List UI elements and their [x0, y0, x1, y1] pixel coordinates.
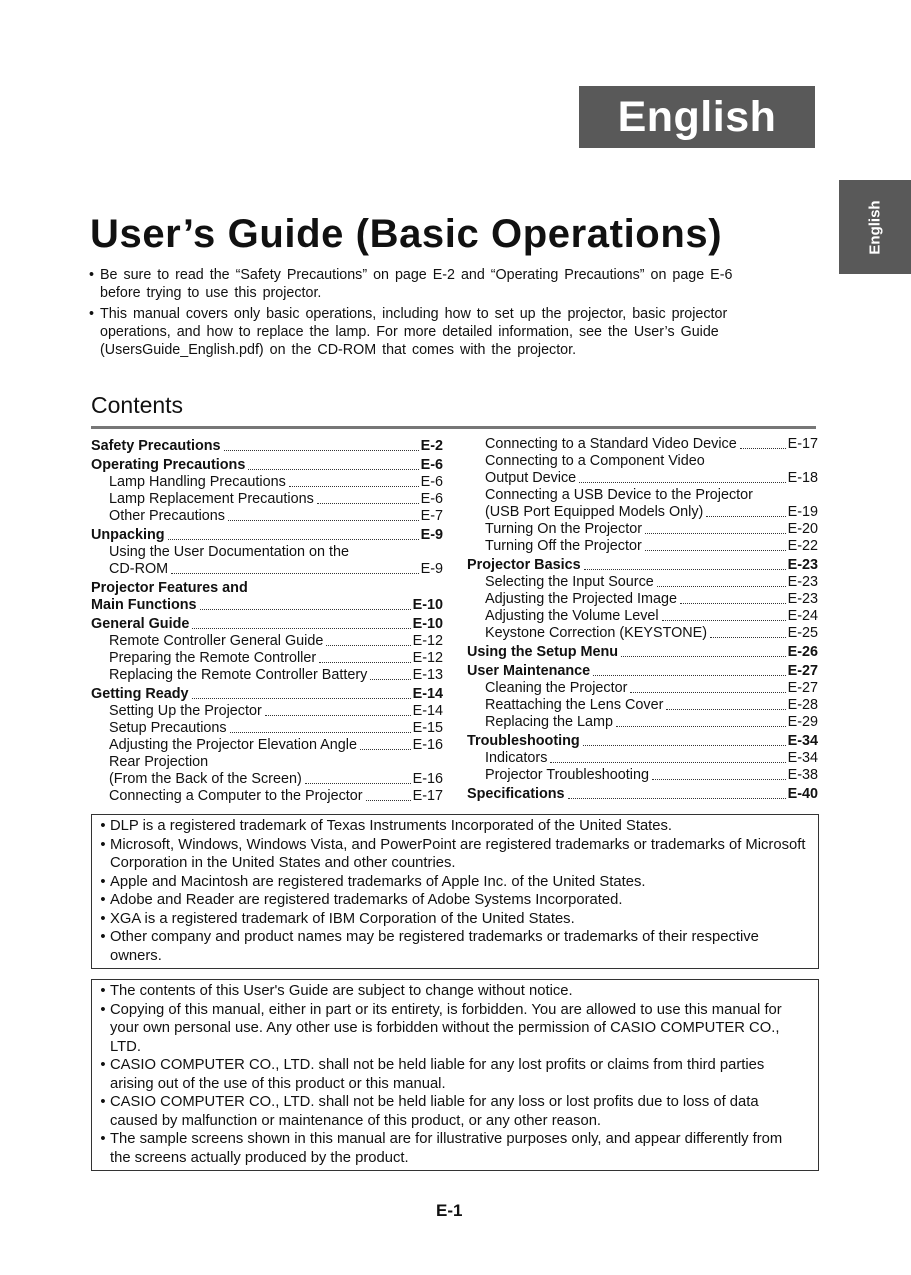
notice-text: The sample screens shown in this manual are for illustrative purposes only, and appear differently from the screens actually produced by the product.: [110, 1131, 783, 1166]
toc-entry-text: Turning Off the Projector: [485, 538, 642, 554]
trademark-text: Apple and Macintosh are registered trademarks of Apple Inc. of the United States.: [110, 873, 646, 890]
toc-entry-page: E-7: [420, 508, 443, 524]
toc-entry-page: E-20: [787, 521, 818, 537]
toc-entry-text: Other Precautions: [109, 508, 225, 524]
toc-entry-text: Reattaching the Lens Cover: [485, 697, 664, 713]
toc-entry-page: E-9: [420, 561, 443, 577]
toc-entry-cleaning[interactable]: [467, 680, 818, 697]
toc-entry-text: Lamp Replacement Precautions: [109, 491, 314, 507]
toc-entry-rear-projection[interactable]: [91, 771, 443, 788]
toc-entry-text: Specifications: [467, 786, 565, 802]
toc-entry-elevation-angle[interactable]: [91, 737, 443, 754]
toc-entry-user-maintenance[interactable]: [467, 663, 818, 680]
toc-entry-page: E-40: [787, 786, 818, 802]
toc-entry-continued-text: Connecting to a Component Video: [485, 453, 705, 469]
toc-entry-text: Getting Ready: [91, 686, 189, 702]
toc-entry-continued-text: Connecting a USB Device to the Projector: [485, 487, 753, 503]
toc-entry-text: Operating Precautions: [91, 457, 246, 473]
toc-entry-page: E-23: [787, 557, 818, 573]
trademark-item: • XGA is a registered trademark of IBM Corporation of the United States.: [100, 910, 575, 927]
trademark-item: • Adobe and Reader are registered trademarks of Adobe Systems Incorporated.: [100, 892, 623, 908]
toc-entry-input-source[interactable]: [467, 574, 818, 591]
toc-entry-turning-on[interactable]: [467, 521, 818, 538]
toc-entry-projector-troubleshooting[interactable]: [467, 767, 818, 784]
toc-entry-text: Output Device: [485, 470, 577, 486]
side-tab-label: English: [866, 199, 884, 255]
intro-bullet: • Be sure to read the “Safety Precautions” on page E-2 and “Operating Precautions” on page E-6 before trying to use this projector.: [89, 266, 769, 302]
toc-entry-text: Troubleshooting: [467, 733, 580, 749]
toc-entry-text: Replacing the Lamp: [485, 714, 613, 730]
toc-entry-component-video[interactable]: [467, 470, 818, 487]
toc-entry-text: Unpacking: [91, 527, 165, 543]
notice-text: CASIO COMPUTER CO., LTD. shall not be held liable for any loss or lost profits due to loss of data caused by malfunction or maintenance of this product, or any other reason.: [110, 1094, 759, 1129]
toc-entry-remote-battery[interactable]: [91, 667, 443, 684]
notice-item: • CASIO COMPUTER CO., LTD. shall not be held liable for any lost profits or claims from third parties arising out of the use of this product or this manual.: [96, 1056, 806, 1093]
toc-entry-text: Projector Troubleshooting: [485, 767, 649, 783]
toc-entry-text: CD-ROM: [109, 561, 169, 577]
toc-entry-getting-ready[interactable]: [91, 686, 443, 703]
toc-entry-cd-rom[interactable]: [91, 561, 443, 578]
toc-entry-text: Connecting a Computer to the Projector: [109, 788, 363, 804]
toc-entry-page: E-34: [787, 750, 818, 766]
notice-text: CASIO COMPUTER CO., LTD. shall not be held liable for any lost profits or claims from third parties arising out of the use of this product or this manual.: [110, 1057, 765, 1092]
toc-entry-text: Preparing the Remote Controller: [109, 650, 317, 666]
toc-entry-page: E-27: [787, 680, 818, 696]
toc-entry-text: General Guide: [91, 616, 190, 632]
toc-entry-remote-guide[interactable]: [91, 633, 443, 650]
toc-entry-other-precautions[interactable]: [91, 508, 443, 525]
toc-entry-text: Safety Precautions: [91, 438, 221, 454]
trademark-text: Other company and product names may be registered trademarks or trademarks of their respective owners.: [110, 929, 759, 964]
page-title: User’s Guide (Basic Operations): [90, 212, 723, 256]
toc-entry-text: Adjusting the Volume Level: [485, 608, 659, 624]
toc-entry-setup-precautions[interactable]: [91, 720, 443, 737]
toc-entry-page: E-2: [420, 438, 443, 454]
toc-entry-page: E-22: [787, 538, 818, 554]
toc-entry-page: E-23: [787, 574, 818, 590]
toc-entry-page: E-18: [787, 470, 818, 486]
toc-entry-text: Cleaning the Projector: [485, 680, 628, 696]
toc-entry-continued-text: Projector Features and: [91, 580, 248, 596]
toc-entry-page: E-19: [787, 504, 818, 520]
contents-heading: Contents: [91, 392, 184, 418]
toc-entry-text: (From the Back of the Screen): [109, 771, 302, 787]
toc-entry-general-guide[interactable]: [91, 616, 443, 633]
toc-entry-text: (USB Port Equipped Models Only): [485, 504, 704, 520]
toc-entry-text: Adjusting the Projected Image: [485, 591, 677, 607]
trademark-text: XGA is a registered trademark of IBM Corporation of the United States.: [110, 910, 575, 927]
intro-bullets: [89, 266, 769, 362]
toc-entry-page: E-23: [787, 591, 818, 607]
notice-item: • The sample screens shown in this manual are for illustrative purposes only, and appear differently from the screens actually produced by the product.: [96, 1130, 806, 1167]
toc-entry-setup-menu[interactable]: [467, 644, 818, 661]
toc-entry-page: E-27: [787, 663, 818, 679]
toc-entry-main-functions[interactable]: [91, 597, 443, 614]
toc-entry-text: Setup Precautions: [109, 720, 227, 736]
toc-entry-projector-basics[interactable]: [467, 557, 818, 574]
trademark-text: Adobe and Reader are registered trademarks of Adobe Systems Incorporated.: [110, 892, 623, 908]
toc-entry-text: Replacing the Remote Controller Battery: [109, 667, 368, 683]
toc-entry-text: Main Functions: [91, 597, 197, 613]
toc-entry-preparing-remote[interactable]: [91, 650, 443, 667]
toc-entry-page: E-12: [412, 633, 443, 649]
toc-entry-volume-level[interactable]: [467, 608, 818, 625]
trademarks-box: [91, 814, 819, 969]
toc-entry-page: E-26: [787, 644, 818, 660]
toc-entry-keystone[interactable]: [467, 625, 818, 642]
toc-entry-projected-image[interactable]: [467, 591, 818, 608]
toc-entry-page: E-10: [412, 616, 443, 632]
toc-entry-lamp-handling[interactable]: [91, 474, 443, 491]
toc-entry-setting-up[interactable]: [91, 703, 443, 720]
toc-entry-text: Using the Setup Menu: [467, 644, 619, 660]
toc-entry-page: E-15: [412, 720, 443, 736]
trademark-text: DLP is a registered trademark of Texas Instruments Incorporated of the United States.: [110, 818, 673, 834]
notices-box: [91, 979, 819, 1171]
toc-entry-page: E-9: [420, 527, 443, 543]
toc-entry-text: Projector Basics: [467, 557, 581, 573]
toc-entry-text: Turning On the Projector: [485, 521, 643, 537]
notice-item: • The contents of this User's Guide are subject to change without notice.: [100, 983, 573, 999]
toc-entry-lamp-replacement[interactable]: [91, 491, 443, 508]
toc-entry-page: E-14: [412, 686, 443, 702]
toc-right-column: [467, 436, 818, 803]
toc-entry-page: E-10: [412, 597, 443, 613]
notice-text: Copying of this manual, either in part or its entirety, is forbidden. You are allowed to use this manual for your own personal use. Any other use is forbidden without the permission of CASIO COMPUTER CO., LTD.: [110, 1001, 782, 1055]
toc-entry-text: Keystone Correction (KEYSTONE): [485, 625, 708, 641]
trademark-item: • Other company and product names may be registered trademarks or trademarks of their respective owners.: [96, 928, 806, 965]
toc-entry-text: Setting Up the Projector: [109, 703, 262, 719]
intro-bullet-text: Be sure to read the “Safety Precautions” on page E-2 and “Operating Precautions” on page E-6 before trying to use this projector.: [100, 267, 733, 301]
toc-entry-text: Selecting the Input Source: [485, 574, 654, 590]
trademark-text: Microsoft, Windows, Windows Vista, and PowerPoint are registered trademarks or trademarks of Microsoft Corporation in the United States and other countries.: [110, 836, 806, 871]
toc-entry-page: E-6: [420, 474, 443, 490]
toc-entry-page: E-6: [420, 457, 443, 473]
side-language-tab: [839, 180, 911, 274]
toc-entry-page: E-14: [412, 703, 443, 719]
toc-entry-page: E-34: [787, 733, 818, 749]
toc-entry-page: E-38: [787, 767, 818, 783]
toc-entry-text: Indicators: [485, 750, 548, 766]
toc-entry-page: E-25: [787, 625, 818, 641]
toc-entry-standard-video[interactable]: [467, 436, 818, 453]
notice-text: The contents of this User's Guide are subject to change without notice.: [110, 983, 573, 999]
toc-entry-page: E-28: [787, 697, 818, 713]
toc-entry-text: User Maintenance: [467, 663, 591, 679]
trademark-item: • DLP is a registered trademark of Texas Instruments Incorporated of the United States.: [100, 818, 673, 834]
toc-left-column: [91, 436, 443, 805]
toc-entry-specifications[interactable]: [467, 786, 818, 803]
toc-entry-indicators[interactable]: [467, 750, 818, 767]
toc-entry-lens-cover[interactable]: [467, 697, 818, 714]
toc-entry-turning-off[interactable]: [467, 538, 818, 555]
toc-entry-text: Remote Controller General Guide: [109, 633, 324, 649]
toc-entry-page: E-17: [412, 788, 443, 804]
notice-item: • Copying of this manual, either in part or its entirety, is forbidden. You are allowed to use this manual for your own personal use. Any other use is forbidden without the permission of CASIO COMPUTER CO., LTD.: [96, 1001, 806, 1057]
toc-entry-safety[interactable]: [91, 438, 443, 455]
toc-entry-continued-text: Using the User Documentation on the: [109, 544, 349, 560]
toc-entry-page: E-12: [412, 650, 443, 666]
toc-entry-page: E-6: [420, 491, 443, 507]
toc-entry-connecting-computer[interactable]: [91, 788, 443, 805]
trademark-item: • Apple and Macintosh are registered trademarks of Apple Inc. of the United States.: [100, 873, 646, 890]
intro-bullet: • This manual covers only basic operations, including how to set up the projector, basic projector operations, and how to replace the lamp. For more detailed information, see the User’s Guide (UsersGuide_English.pdf) on the CD-ROM that comes with the projector.: [89, 305, 769, 359]
toc-entry-troubleshooting[interactable]: [467, 733, 818, 750]
toc-entry-page: E-24: [787, 608, 818, 624]
toc-entry-page: E-16: [412, 737, 443, 753]
notice-item: • CASIO COMPUTER CO., LTD. shall not be held liable for any loss or lost profits due to loss of data caused by malfunction or maintenance of this product, or any other reason.: [96, 1093, 806, 1130]
page-number: E-1: [436, 1201, 463, 1220]
toc-entry-page: E-29: [787, 714, 818, 730]
toc-entry-unpacking[interactable]: [91, 527, 443, 544]
toc-entry-text: Lamp Handling Precautions: [109, 474, 286, 490]
toc-entry-text: Adjusting the Projector Elevation Angle: [109, 737, 357, 753]
language-label: English: [579, 86, 815, 148]
toc-entry-usb-device[interactable]: [467, 504, 818, 521]
toc-entry-operating[interactable]: [91, 457, 443, 474]
trademark-item: • Microsoft, Windows, Windows Vista, and PowerPoint are registered trademarks or trademarks of Microsoft Corporation in the United States and other countries.: [100, 836, 806, 871]
contents-divider: [91, 426, 816, 429]
toc-entry-text: Connecting to a Standard Video Device: [485, 436, 737, 452]
toc-entry-page: E-16: [412, 771, 443, 787]
toc-entry-replacing-lamp[interactable]: [467, 714, 818, 731]
toc-entry-page: E-17: [787, 436, 818, 452]
intro-bullet-text: This manual covers only basic operations, including how to set up the projector, basic projector operations, and how to replace the lamp. For more detailed information, see the User’s Guide (UsersGuide_English.pdf) on the CD-ROM that comes with the projector.: [100, 306, 728, 358]
toc-entry-continued-text: Rear Projection: [109, 754, 209, 770]
toc-entry-page: E-13: [412, 667, 443, 683]
